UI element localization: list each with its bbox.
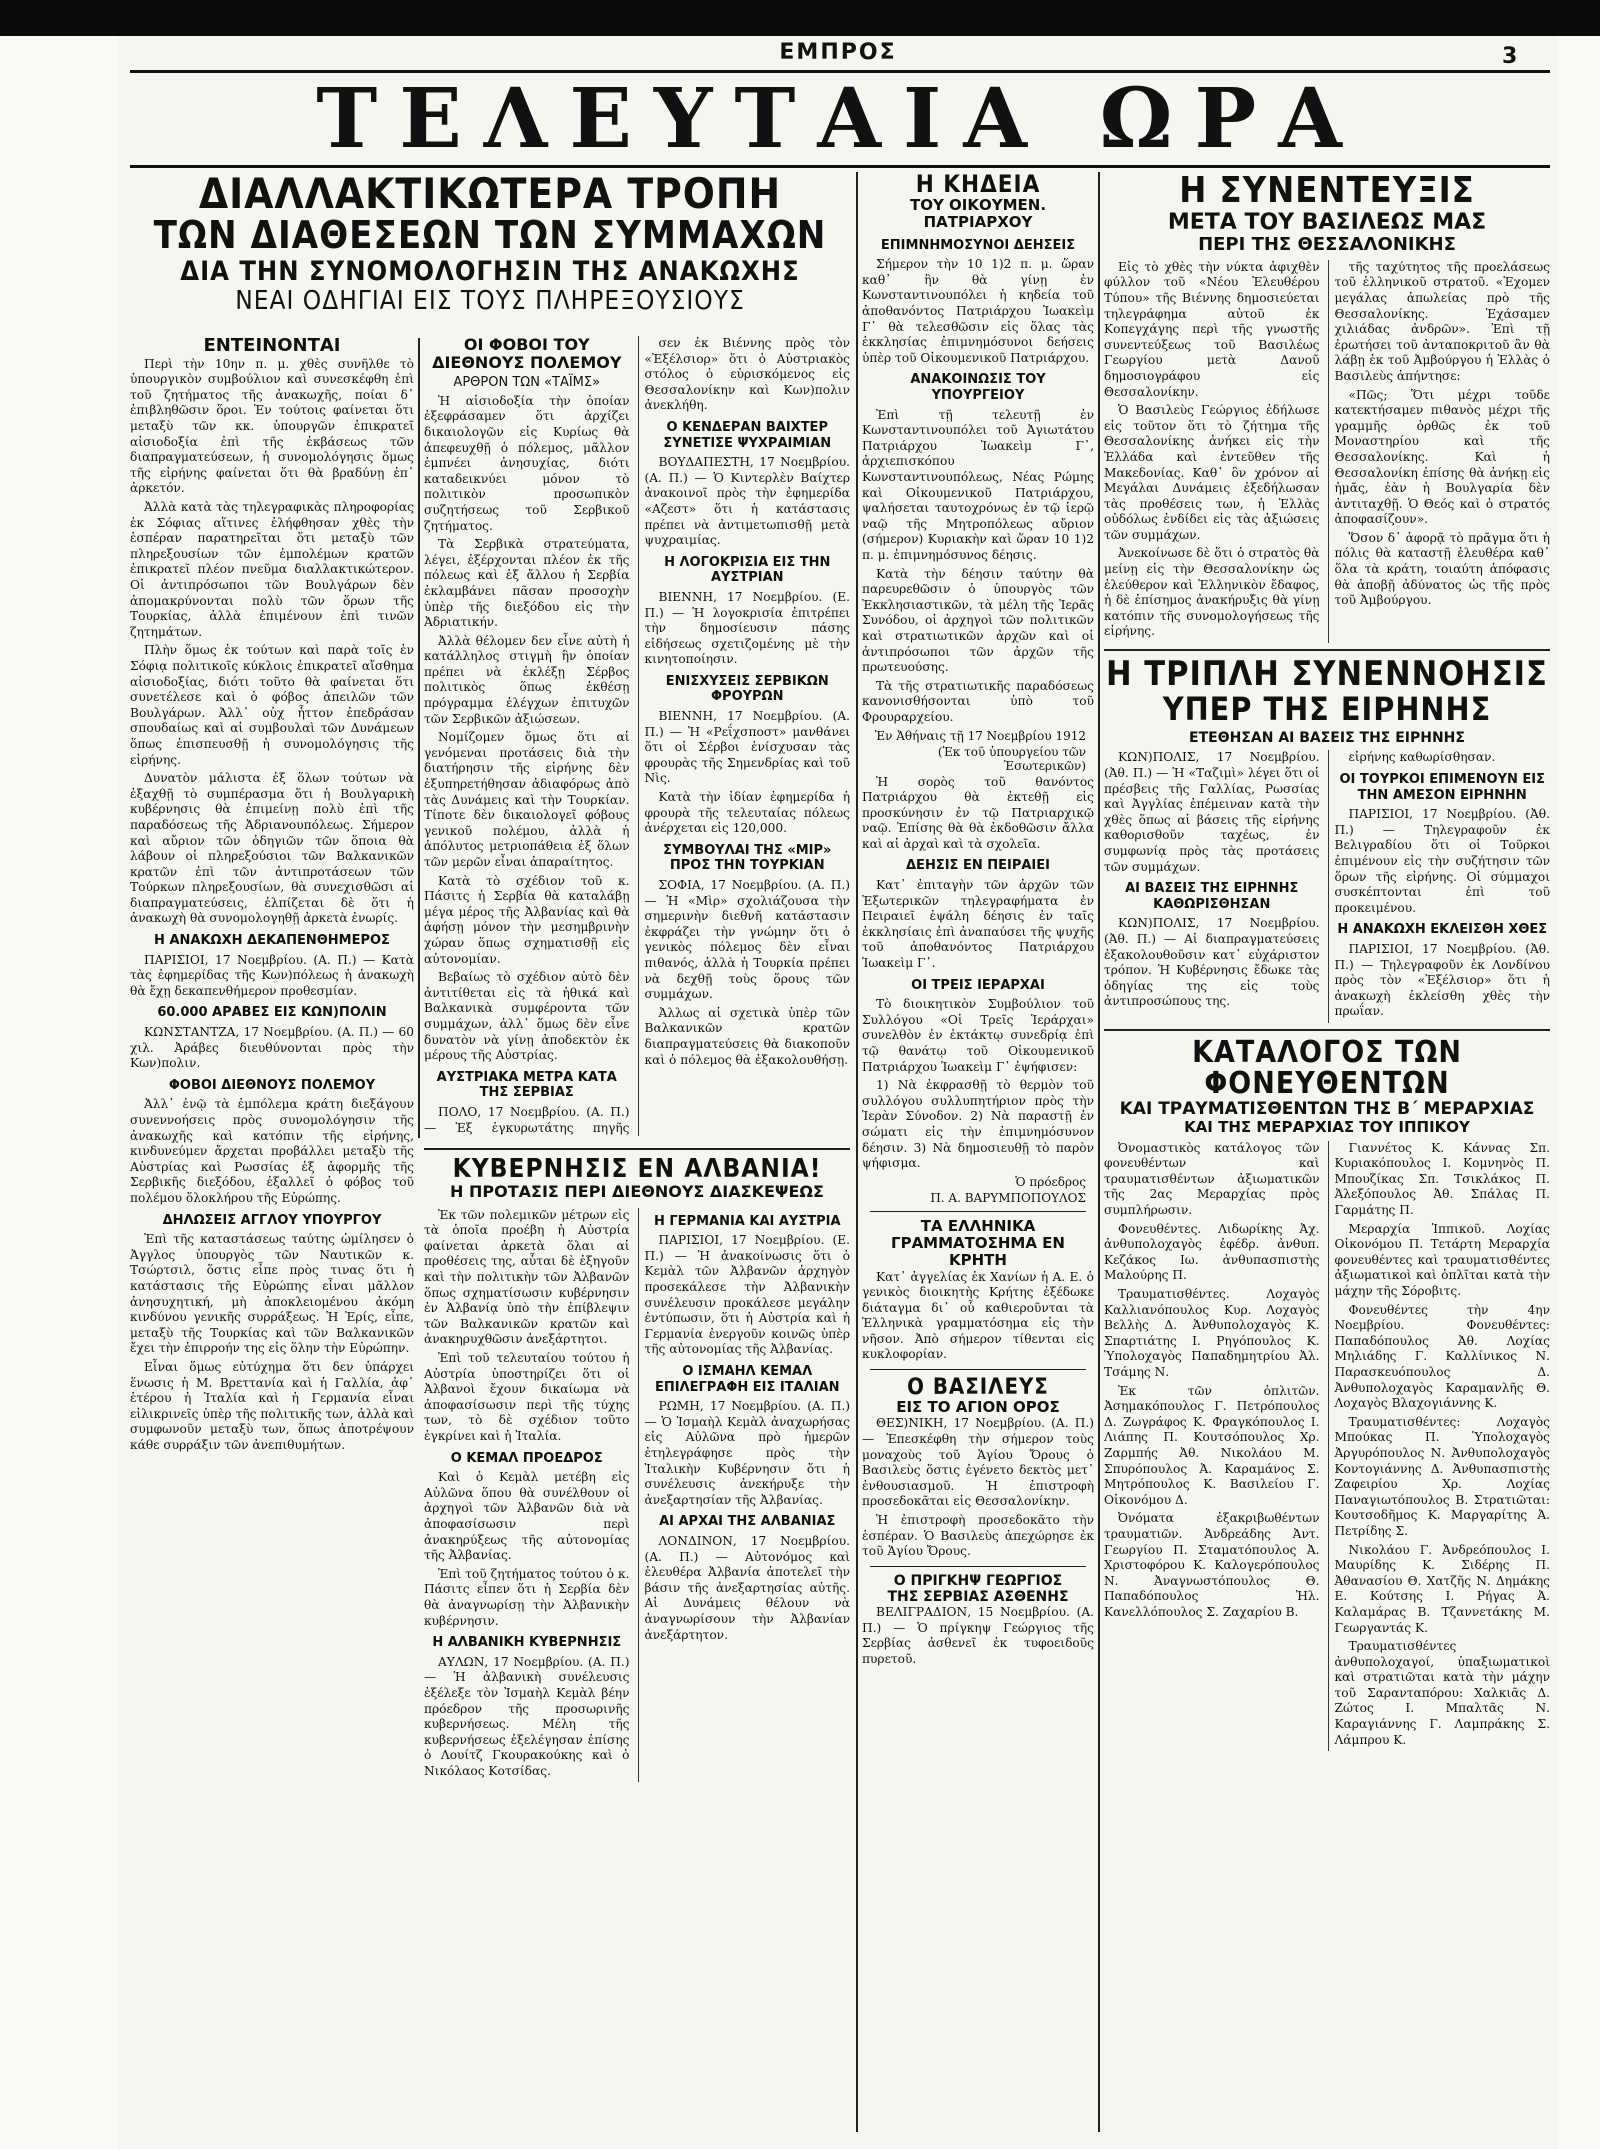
- column-rule: [418, 338, 420, 1138]
- paragraph: Νομίζομεν ὅμως ὅτι αἱ γενόμεναι προτάσεις διὰ τὴν διατήρησιν τῆς εἰρήνης δὲν ἐξυπηρετήθησαν ἀδιαφόρως ἀπὸ τὰς Δυνάμεις καὶ τὴν Τουρκίαν. Τίποτε δὲν δικαιολογεῖ φόβους γενικοῦ πολέμου, ἀλλὰ ἡ ἀπόλυτος μετριοπάθεια ἐξ ὅλων τῶν μερῶν εἶναι ἀπαραίτητος.: [424, 730, 630, 869]
- paragraph: Τὰ Σερβικὰ στρατεύματα, λέγει, ἐξέρχονται πλέον ἐκ τῆς πόλεως καὶ ἐξ ἄλλου ἡ Σερβία ἐκλαμβάνει πᾶσαν προσοχὴν ὑπὲρ τῆς διεξόδου εἰς τὴν Ἀδριατικήν.: [424, 537, 630, 630]
- lead-headline-1: ΔΙΑΛΛΑΚΤΙΚΩΤΕΡΑ ΤΡΟΠΗ: [198, 172, 782, 218]
- paragraph: τῆς ταχύτητος τῆς προελάσεως τοῦ ἑλληνικοῦ στρατοῦ. «Ἐχομεν μεγάλας ἀπωλείας πρὸ τῆς Θεσσαλονίκης. Ἐχάσαμεν χιλιάδας ἀνδρῶν». Ἐπὶ τῇ ἐρωτήσει τοῦ ἀνταποκριτοῦ ἂν θὰ λάβῃ ἐκ τοῦ Ἀμβούργου ἡ Ἑλλὰς ὁ Βασιλεὺς ἀπήντησε:: [1334, 259, 1550, 383]
- subheading: Ο ΙΣΜΑΗΛ ΚΕΜΑΛ ΕΠΙΛΕΓΡΑΦΗ ΕΙΣ ΙΤΑΛΙΑΝ: [654, 1364, 840, 1395]
- casualty-list-headline: ΚΑΤΑΛΟΓΟΣ ΤΩΝ ΦΟΝΕΥΘΕΝΤΩΝ: [1192, 1034, 1462, 1102]
- funeral-subheadline: ΤΟΥ ΟΙΚΟΥΜΕΝ. ΠΑΤΡΙΑΡΧΟΥ: [909, 196, 1047, 232]
- paragraph: ΒΙΕΝΝΗ, 17 Νοεμβρίου. (Α. Π.) — Ἡ «Ρεΐχσποστ» μανθάνει ὅτι οἱ Σέρβοι ἐνίσχυσαν τὰς φρουρὰς τῆς Σημενδρίας καὶ τοῦ Νὶς.: [644, 709, 850, 786]
- subheading: Η ΓΕΡΜΑΝΙΑ ΚΑΙ ΑΥΣΤΡΙΑ: [653, 1213, 841, 1229]
- paragraph: Ἀλλως αἱ σχετικὰ ὑπὲρ τῶν Βαλκανικῶν κρατῶν διαπραγματεύσεις θὰ διακοποῦν καὶ ὁ πόλεμος θὰ ἐξακολουθήσῃ.: [644, 1005, 850, 1067]
- albania-right: [638, 1208, 851, 1783]
- albania-headline: ΚΥΒΕΡΝΗΣΙΣ ΕΝ ΑΛΒΑΝΙΑ!: [452, 1154, 822, 1184]
- subheading: ΑΙ ΑΡΧΑΙ ΤΗΣ ΑΛΒΑΝΙΑΣ: [659, 1514, 836, 1530]
- paragraph: Καὶ ὁ Κεμὰλ μετέβη εἰς Αὐλῶνα ὅπου θὰ συνέλθουν οἱ ἀρχηγοὶ τῶν Ἀλβανῶν διὰ νὰ ἀποφασίσωσιν περὶ ἀνακηρύξεως τῆς αὐτονομίας τῆς Ἀλβανίας.: [424, 1470, 630, 1563]
- subheading: ΔΗΛΩΣΕΙΣ ΑΓΓΛΟΥ ΥΠΟΥΡΓΟΥ: [162, 1212, 382, 1228]
- paragraph: ΠΑΡΙΣΙΟΙ, 17 Νοεμβρίου. (Α. Π.) — Κατὰ τὰς ἐφημερίδας τῆς Κων)πόλεως ἡ ἀνακωχὴ θὰ ἔχῃ δεκαπενθήμερον προθεσμίαν.: [130, 952, 414, 998]
- paragraph: Δυνατὸν μάλιστα ἐξ ὅλων τούτων νὰ ἐξαχθῇ τὸ συμπέρασμα ὅτι ἡ Βουλγαρικὴ κυβέρνησις θὰ ἐπιμείνῃ πολὺ ἐπὶ τῆς παραδόσεως τῆς Ἀδριανουπόλεως. Σήμερον καὶ αὔριον τῶν ὁδηγιῶν τῶν ὅποια θὰ λάβουν οἱ πληρεξούσιοι τῶν Βαλκανικῶν κρατῶν ἐπὶ τῶν ἀντιπροτάσεων τῶν Τούρκων πληρεξουσίων, θὰ συνεχισθῶσι αἱ διαπραγματεύσεις, ἐλπίζεται δὲ ὅτι ἡ ἀνακωχὴ θὰ συνομολογηθῇ ἀρκετὰ ἐνωρίς.: [130, 771, 414, 926]
- paragraph: ΑΥΛΩΝ, 17 Νοεμβρίου. (Α. Π.) — Ἡ ἀλβανικὴ συνέλευσις ἐξέλεξε τὸν Ἰσμαὴλ Κεμὰλ βέην πρόεδρον τῆς προσωρινῆς κυβερνήσεως. Μέλη τῆς κυβερνήσεως ἐξελέγησαν ἐπίσης ὁ Λουίτζ Γκουρακούκης καὶ ὁ Νικόλαος Κοτσίδας.: [424, 1654, 630, 1778]
- paragraph: Ἡ αἰσιοδοξία τὴν ὁποίαν ἐξεφράσαμεν ὅτι ἀρχίζει δικαιολογῶν εἰς Κυρίως θὰ ἀπεφευχθῇ ὁ πόλεμος, μᾶλλον ἐμπνέει ἀνησυχίας, διότι καταδεικνύει μόνον τὸ πολιτικὸν προσωπικὸν συζητήσεως τοῦ Σερβικοῦ ζητήματος.: [424, 393, 630, 533]
- lead-headline-4: ΝΕΑΙ ΟΔΗΓΙΑΙ ΕΙΣ ΤΟΥΣ ΠΛΗΡΕΞΟΥΣΙΟΥΣ: [235, 286, 745, 317]
- subheading: ΦΟΒΟΙ ΔΙΕΘΝΟΥΣ ΠΟΛΕΜΟΥ: [168, 1077, 376, 1093]
- lead-headline-block: [130, 172, 850, 332]
- subheading: ΑΝΑΚΟΙΝΩΣΙΣ ΤΟΥ ΥΠΟΥΡΓΕΙΟΥ: [910, 372, 1046, 404]
- scan-right-margin: [1558, 36, 1600, 2149]
- column-1: [130, 336, 414, 2126]
- subheading: ΕΝΙΣΧΥΣΕΙΣ ΣΕΡΒΙΚΩΝ ΦΡΟΥΡΩΝ: [665, 673, 829, 705]
- subheading: Ο ΚΕΜΑΛ ΠΡΟΕΔΡΟΣ: [450, 1450, 603, 1466]
- subheading: 60.000 ΑΡΑΒΕΣ ΕΙΣ ΚΩΝ)ΠΟΛΙΝ: [157, 1005, 387, 1021]
- interview-subheadline: ΜΕΤΑ ΤΟΥ ΒΑΣΙΛΕΩΣ ΜΑΣ: [1167, 209, 1487, 235]
- paragraph: ΚΩΝ)ΠΟΛΙΣ, 17 Νοεμβρίου. (Ἀθ. Π.) — Αἱ διαπραγματεύσεις ἐξακολουθοῦσιν κατ᾽ εὐχάριστον τρόπον. Ἡ Κυβέρνησις ἔδωκε τὰς ὁδηγίας της εἰς τοὺς ἀντιπροσώπους της.: [1104, 916, 1320, 1009]
- paragraph: Τὰ τῆς στρατιωτικῆς παραδόσεως κανονισθήσονται ὑπὸ τοῦ Φρουραρχείου.: [862, 678, 1094, 724]
- paragraph: Ἡ σορὸς τοῦ θανόντος Πατριάρχου θὰ ἐκτεθῇ εἰς προσκύνησιν ἐν τῷ Πατριαρχικῷ ναῷ. Ἐπίσης θὰ θὰ ἐκδοθῶσιν ἄλλα καὶ αἱ ἀρχαὶ καὶ τὰ σχολεῖα.: [862, 774, 1094, 851]
- section-divider: [1104, 649, 1550, 651]
- peace-left: [1104, 750, 1320, 1023]
- subheading: ΟΙ ΤΡΕΙΣ ΙΕΡΑΡΧΑΙ: [911, 977, 1045, 993]
- paragraph: ΠΑΡΙΣΙΟΙ, 17 Νοεμβρίου. (Ἀθ. Π.) — Τηλεγραφοῦν ἐκ Βελιγραδίου ὅτι οἱ Τοῦρκοι ἐπιμένουν εἰς τὴν συζήτησιν τῶν ὅρων τῆς εἰρήνης. Οἱ σύμμαχοι συσκέπτονται ἐπὶ τοῦ προκειμένου.: [1334, 807, 1550, 915]
- paragraph: ΠΑΡΙΣΙΟΙ, 17 Νοεμβρίου. (Ε. Π.) — Ἡ ἀνακοίνωσις ὅτι ὁ Κεμὰλ τῶν Ἀλβανῶν ἀρχηγὸν προσεκάλεσε τὴν Ἀλβανικὴν συνέλευσιν προκάλεσε μεγάλην ἐντύπωσιν, ὅτι ἡ Αὐστρία καὶ ἡ Γερμανία ἐνεργοῦν κοινῶς ὑπὲρ τῆς αὐτονομίας τῆς Ἀλβανίας.: [644, 1233, 850, 1357]
- crete-headline: ΤΑ ΕΛΛΗΝΙΚΑ ΓΡΑΜΜΑΤΟΣΗΜΑ ΕΝ ΚΡΗΤΗ: [891, 1216, 1065, 1270]
- paragraph: ΒΙΕΝΝΗ, 17 Νοεμβρίου. (Ε. Π.) — Ἡ λογοκρισία ἐπιτρέπει τὴν δημοσίευσιν πάσης εἰδήσεως σχετιζομένης μὲ τὴν κινητοποίησιν.: [644, 589, 850, 667]
- paragraph: Τραυματισθέντες ἀνθυπολοχαγοί, ὑπαξιωματικοὶ καὶ στρατιῶται κατὰ τὴν μάχην τοῦ Σαρανταπόρου: Χαλκιᾶς Δ. Ζώτος Ι. Μπαλτᾶς Ν. Καραγιάννης Γ. Λαμπράκης Σ. Λάμπρου Κ.: [1334, 1639, 1550, 1747]
- paragraph: εἰρήνης καθωρίσθησαν.: [1348, 750, 1496, 765]
- paragraph: Κατὰ τὸ σχέδιον τοῦ κ. Πάσιτς ἡ Σερβία θὰ καταλάβῃ μέγα μέρος τῆς Ἀλβανίας καὶ θὰ ἀφήσῃ μόνον τὴν μεσημβρινὴν χώραν ὅπως σχηματισθῇ εἰς αὐτονομίαν.: [424, 873, 630, 966]
- paragraph: Ἐπὶ τῇ τελευτῇ ἐν Κωνσταντινουπόλει τοῦ Ἀγιωτάτου Πατριάρχου Ἰωακεὶμ Γ᾽, ἀρχιεπισκόπου Κωνσταντινουπόλεως, Νέας Ρώμης καὶ Οἰκουμενικοῦ Πατριάρχου, ψαλήσεται ταυτοχρόνως ἐν τῷ ἱερῷ ναῷ τῆς Μητροπόλεως αὔριον (σήμερον) Κυριακὴν καὶ ὥραν 10 1)2 π. μ. ἐπιμνημόσυνος δέησις.: [862, 407, 1094, 562]
- paragraph: Τραυματισθέντες. Λοχαγὸς Καλλιανόπουλος Κυρ. Λοχαγὸς Βελλὴς Δ. Ἀνθυπολοχαγὸς Κ. Σπαρτιάτης Ι. Ρηγόπουλος Κ. Ὑπολοχαγὸς Παπαδημητρίου Ἀλ. Τσάμης Ν.: [1104, 1287, 1320, 1380]
- paragraph: Ἐπὶ τῆς καταστάσεως ταύτης ὡμίλησεν ὁ Ἀγγλος ὑπουργὸς τῶν Ναυτικῶν κ. Τσώρτσιλ, ὅστις εἶπε πρὸς τινας ὅτι ἡ κατάστασις τῆς Εὐρώπης εἶναι μᾶλλον ἀνησυχητική, μὴ ἀποκλειομένου ἀκόμη κινδύνου γενικῆς συρράξεως. Ἡ Ἐρίς, εἶπε, μεταξὺ τῆς Τουρκίας καὶ τῶν Βαλκανικῶν ἔχει τὴν ἐπιρροήν της εἰς ὅλην τὴν Εὐρώπην.: [130, 1232, 414, 1356]
- paragraph: Ὀνόματα ἐξακριβωθέντων τραυματιῶν. Ἀνδρεάδης Ἀντ. Γεωργίου Π. Σταματόπουλος Ἀ. Χριστοφόρου Κ. Καλογερόπουλος Ν. Ἀναγνωστόπουλος Θ. Παπαδόπουλος Ἠλ. Κανελλόπουλος Σ. Ζαχαρίου Β.: [1104, 1511, 1320, 1619]
- paragraph: Φονευθέντες τὴν 4ην Νοεμβρίου. Φονευθέντες: Παπαδόπουλος Ἀθ. Λοχίας Μηλιάδης Γ. Καλλίνικος Ν. Παρασκευόπουλος Δ. Ἀνθυπολοχαγὸς Καραμανλῆς Θ. Λοχαγὸς Βλαχογιάννης Κ.: [1334, 1302, 1550, 1411]
- paragraph: Περὶ τὴν 10ην π. μ. χθὲς συνῆλθε τὸ ὑπουργικὸν συμβούλιον καὶ συνεσκέφθη ἐπὶ τοῦ ζητήματος τῆς ἀνακωχῆς, ποίαι δ᾽ ἐπιβληθῶσιν ὅροι. Ἐν τούτοις φαίνεται ὅτι μεταξὺ τῶν κκ. ὑπουργῶν ἐπικρατεῖ αἰσιοδοξία ἐπὶ τῆς ἐκβάσεως τῶν διαπραγματεύσεων, ἡ συνομολόγησις ὅμως τῆς εἰρήνης φαίνεται ὅτι θὰ βραδύνῃ ἐπ᾽ ἀρκετόν.: [130, 356, 414, 496]
- subheading: ΑΙ ΒΑΣΕΙΣ ΤΗΣ ΕΙΡΗΝΗΣ ΚΑΘΩΡΙΣΘΗΣΑΝ: [1125, 881, 1299, 912]
- paragraph: Τραυματισθέντες: Λοχαγὸς Μπούκας Π. Ὑπολοχαγὸς Ἀργυρόπουλος Ν. Ἀνθυπολοχαγὸς Κοντογιάννης Δ. Ἀνθυπασπιστὴς Ζαφειρίου Χρ. Λοχίας Παναγιωτόπουλος Β. Στρατιῶται: Κουτσοδῆμος Κ. Μαργαρίτης Ἀ. Πετρίδης Σ.: [1334, 1414, 1550, 1538]
- prince-headline: Ο ΠΡΙΓΚΗΨ ΓΕΩΡΓΙΟΣ: [893, 1572, 1063, 1589]
- paragraph: Εἰς τὸ χθὲς τὴν νύκτα ἀφιχθὲν φύλλον τοῦ «Νέου Ἐλευθέρου Τύπου» τῆς Βιέννης δημοσιεύεται τηλεγράφημα αὐτοῦ ἐκ Κοπεγχάγης περὶ τῆς γνωστῆς συνεντεύξεως τοῦ Βασιλέως Γεωργίου μετὰ Δανοῦ δημοσιογράφου εἰς Θεσσαλονίκην.: [1104, 259, 1320, 399]
- paragraph: Βεβαίως τὸ σχέδιον αὐτὸ δὲν ἀντιτίθεται εἰς τὰ ἡθικά καὶ Βαλκανικὰ συμφέροντα τῶν συμμάχων, ἀλλ᾽ ὅμως δὲν εἶνε δυνατὸν νὰ γίνῃ ἀποδεκτὸν ἐκ μέρους τῆς Αὐστρίας.: [424, 970, 630, 1063]
- paragraph: Κατὰ τὴν ἰδίαν ἐφημερίδα ἡ φρουρὰ τῆς τελευταίας πόλεως ἀνέρχεται εἰς 120,000.: [644, 790, 850, 836]
- subheading: ΑΥΣΤΡΙΑΚΑ ΜΕΤΡΑ ΚΑΤΑ ΤΗΣ ΣΕΡΒΙΑΣ: [436, 1069, 617, 1101]
- column-rule: [856, 172, 858, 2132]
- triple-entente-subheadline: ΥΠΕΡ ΤΗΣ ΕΙΡΗΝΗΣ: [1162, 689, 1492, 728]
- paragraph: ΠΑΡΙΣΙΟΙ, 17 Νοεμβρίου. (Ἀθ. Π.) — Τηλεγραφοῦν ἐκ Λονδίνου πρὸς τὸν «Ἐξέλσιορ» ὅτι ἡ ἀνακωχὴ ἐκλείσθη χθὲς τὴν πρωΐαν.: [1334, 941, 1550, 1019]
- prince-subheadline: ΤΗΣ ΣΕΡΒΙΑΣ ΑΣΘΕΝΗΣ: [887, 1588, 1069, 1605]
- interview-right: [1328, 260, 1551, 643]
- subheading: Η ΑΛΒΑΝΙΚΗ ΚΥΒΕΡΝΗΣΙΣ: [432, 1635, 622, 1651]
- casualty-left: [1104, 1141, 1320, 1752]
- albania-left: [424, 1208, 630, 1783]
- paragraph: Ἐπὶ τοῦ ζητήματος τούτου ὁ κ. Πάσιτς εἶπεν ὅτι ἡ Σερβία δὲν θὰ ἀναγνωρίσῃ τὴν Ἀλβανικὴν κυβέρνησιν.: [424, 1566, 630, 1628]
- paragraph: ΠΟΛΟ, 17 Νοεμβρίου. (Α. Π.) — Ἐξ ἐγκυρωτάτης πηγῆς: [424, 1104, 630, 1135]
- paragraph: 1) Νὰ ἐκφρασθῇ τὸ θερμὸν τοῦ συλλόγου συλλυπητήριον πρὸς τὴν Ἱερὰν Σύνοδον. 2) Νὰ παραστῇ ἐν σώματι εἰς τὴν ἐπιμνημόσυνον δέησιν. 3) Νὰ δημοσιευθῇ τὸ παρὸν ψήφισμα.: [862, 1078, 1094, 1171]
- subheading: Η ΛΟΓΟΚΡΙΣΙΑ ΕΙΣ ΤΗΝ ΑΥΣΤΡΙΑΝ: [664, 554, 831, 586]
- paragraph: Φονευθέντες. Λιδωρίκης Ἀχ. ἀνθυπολοχαγὸς ἐφέδρ. ἀνθυπ. Κεζάκος Ιω. ἀνθυπασπιστὴς Μαλούρης Π.: [1104, 1221, 1320, 1283]
- signature-line: Ὁ πρόεδρος: [1015, 1174, 1086, 1189]
- col2-heading: ΟΙ ΦΟΒΟΙ ΤΟΥ ΔΙΕΘΝΟΥΣ ΠΟΛΕΜΟΥ: [432, 336, 622, 373]
- column-2a: [424, 336, 630, 1136]
- section-divider: [1104, 1029, 1550, 1031]
- divider: [870, 1369, 1086, 1370]
- paragraph: Γιαννέτος Κ. Κάννας Σπ. Κυριακόπουλος Ι. Κομνηνὸς Π. Μπουζίκας Σπ. Τσικλάκος Π. Ἀλεξόπουλος Ἀθ. Σπάλας Π. Γαρμάτης Π.: [1334, 1140, 1550, 1218]
- triple-entente-kicker: ΕΤΕΘΗΣΑΝ ΑΙ ΒΑΣΕΙΣ ΤΗΣ ΕΙΡΗΝΗΣ: [1189, 730, 1465, 747]
- divider: [870, 1211, 1086, 1212]
- casualty-list-subheadline: ΚΑΙ ΤΡΑΥΜΑΤΙΣΘΕΝΤΩΝ ΤΗΣ Β΄ ΜΕΡΑΡΧΙΑΣ: [1119, 1098, 1535, 1119]
- interview-headline: Η ΣΥΝΕΝΤΕΥΞΙΣ: [1179, 172, 1475, 211]
- interview-left: [1104, 260, 1320, 643]
- paragraph: Νικολάου Γ. Ἀνδρεόπουλος Ι. Μαυρίδης Κ. Σιδέρης Π. Ἀθανασίου Θ. Χατζῆς Ν. Δημάκης Ε. Κούτσης Ι. Ρήγας Ἀ. Καλαμάρας Β. Τζαννετάκης Μ. Γεωργαντάς Κ.: [1334, 1542, 1550, 1635]
- subheading: Η ΑΝΑΚΩΧΗ ΕΚΛΕΙΣΘΗ ΧΘΕΣ: [1337, 922, 1548, 938]
- subheading: ΕΠΙΜΝΗΜΟΣΥΝΟΙ ΔΕΗΣΕΙΣ: [880, 237, 1076, 253]
- paragraph: Ἀνεκοίνωσε δὲ ὅτι ὁ στρατὸς θὰ μείνῃ εἰς τὴν Θεσσαλονίκην ὡς ἐλεύθερον καὶ Ἑλληνικὸν ἔδαφος, ἡ δὲ ἐπίσημος ἀνακήρυξις θὰ γίνῃ κατόπιν τῆς συνομολογήσεως τῆς εἰρήνης.: [1104, 546, 1320, 639]
- albania-subheadline: Η ΠΡΟΤΑΣΙΣ ΠΕΡΙ ΔΙΕΘΝΟΥΣ ΔΙΑΣΚΕΨΕΩΣ: [450, 1182, 824, 1202]
- section-divider: [424, 1148, 850, 1150]
- subheading: Η ΑΝΑΚΩΧΗ ΔΕΚΑΠΕΝΘΗΜΕΡΟΣ: [154, 933, 390, 949]
- paragraph: Πλὴν ὅμως ἐκ τούτων καὶ παρὰ τοῖς ἐν Σόφιᾳ πολιτικοῖς κύκλοις ἐπικρατεῖ αἴσθημα αἰσιοδοξίας, διότι τοῦτο θὰ φαίνεται ὅτι συνετέλεσε καὶ ὁ φόβος ἀπειλῶν τῶν Βουλγάρων. Ἀλλ᾽ οὐχ ἧττον ἐπεδράσαν σπουδαίως καὶ αἱ συμβουλαὶ τῶν Δυνάμεων ὅπως ἐπισπευσθῇ ἡ συνομολόγησις τῆς εἰρήνης.: [130, 643, 414, 767]
- lead-headline-3: ΔΙΑ ΤΗΝ ΣΥΝΟΜΟΛΟΓΗΣΙΝ ΤΗΣ ΑΝΑΚΩΧΗΣ: [180, 255, 800, 287]
- paragraph: ΚΩΝ)ΠΟΛΙΣ, 17 Νοεμβρίου. (Ἀθ. Π.) — Ἡ «Ταζιμὶ» λέγει ὅτι οἱ πρέσβεις τῆς Γαλλίας, Ρωσσίας καὶ Ἀγγλίας ἐπέμειναν κατὰ τὴν χθὲς ὅπως αἱ βάσεις τῆς εἰρήνης καθορισθοῦν ταχέως, ἐν συμφωνίᾳ πρὸς τὰς προτάσεις τῶν συμμάχων.: [1104, 750, 1320, 874]
- paragraph: ΛΟΝΔΙΝΟΝ, 17 Νοεμβρίου. (Α. Π.) — Αὐτονόμος καὶ ἐλευθέρα Ἀλβανία ἀποτελεῖ τὴν βάσιν τῆς ἀνεξαρτησίας αὐτῆς. Αἱ Δυνάμεις θέλουν νὰ ἀναγνωρίσουν τὴν Ἀλβανίαν ἀνεξάρτητον.: [644, 1533, 850, 1642]
- scan-left-margin: [0, 36, 118, 2149]
- paragraph: ΒΟΥΔΑΠΕΣΤΗ, 17 Νοεμβρίου. (Α. Π.) — Ὁ Κιντερλὲν Βαίχτερ ἀνακοινοῖ πρὸς τὴν ἐφημερίδα «Αζεστ» ὅτι ἡ κατάστασις πρέπει νὰ ἀντιμετωπισθῇ μετὰ ψυχραιμίας.: [644, 455, 850, 548]
- subheading: ΣΥΜΒΟΥΛΑΙ ΤΗΣ «ΜΙΡ» ΠΡΟΣ ΤΗΝ ΤΟΥΡΚΙΑΝ: [663, 842, 832, 874]
- subheading: Ο ΚΕΝΔΕΡΑΝ ΒΑΙΧΤΕΡ ΣΥΝΕΤΙΣΕ ΨΥΧΡΑΙΜΙΑΝ: [663, 419, 832, 451]
- paragraph: Ἐκ τῶν ὁπλιτῶν. Ἀσημακόπουλος Γ. Πετρόπουλος Δ. Ζωγράφος Κ. Φραγκόπουλος Ι. Λιάπης Π. Κουτσόπουλος Χρ. Ζαρμπής Ἀθ. Νικολάου Μ. Σπυρόπουλος Ἀ. Καραμάνος Σ. Μητρόπουλος Κ. Βασιλείου Γ. Οἰκονόμου Δ.: [1104, 1383, 1320, 1507]
- paragraph: Τὸ διοικητικὸν Συμβούλιον τοῦ Συλλόγου «Οἱ Τρεῖς Ἱεράρχαι» συνελθὸν ἐν ἐκτάκτῳ συνεδρίᾳ ἐπὶ τῷ θανάτῳ τοῦ Οἰκουμενικοῦ Πατριάρχου Ἰωακεὶμ Γ᾽ ἐψήφισεν:: [862, 997, 1094, 1074]
- paragraph: Ἐπὶ τοῦ τελευταίου τούτου ἡ Αὐστρία ὑποστηρίζει ὅτι οἱ Ἀλβανοὶ ἔχουν δικαίωμα νὰ ἀποφασίσωσιν περὶ τῆς τύχης των, τὸ δὲ σχέδιον τοῦτο ἐγκρίνει καὶ ἡ Ἰταλία.: [424, 1351, 630, 1443]
- paragraph: Κατ᾽ ἀγγελίας ἐκ Χανίων ἡ Α. Ε. ὁ γενικὸς διοικητὴς Κρήτης ἐξέδωκε διάταγμα δι᾽ οὗ καθιεροῦνται τὰ Ἑλληνικὰ γραμματόσημα εἰς τὴν νῆσον. Ἀπὸ σήμερον τίθενται εἰς κυκλοφορίαν.: [862, 1269, 1094, 1362]
- paragraph: Σήμερον τὴν 10 1)2 π. μ. ὥραν καθ᾽ ἣν θὰ γίνῃ ἐν Κωνσταντινουπόλει ἡ κηδεία τοῦ ἀποθανόντος Πατριάρχου Ἰωακεὶμ Γ᾽ θὰ τελεσθῶσιν εἰς ὅλας τὰς ἐκκλησίας ἐπιμνημόσυνοι δεήσεις ὑπὲρ τοῦ Οἰκουμενικοῦ Πατριάρχου.: [862, 257, 1094, 365]
- casualty-right: [1328, 1141, 1551, 1752]
- interview-topic: ΠΕΡΙ ΤΗΣ ΘΕΣΣΑΛΟΝΙΚΗΣ: [1198, 234, 1456, 256]
- paragraph: Ὅσον δ᾽ ἀφορᾷ τὸ πρᾶγμα ὅτι ἡ πόλις θὰ καταστῇ ἐλευθέρα καθ᾽ ὅλα τὰ κράτη, τοιαύτη ἀπόφασις θὰ ἀποβῇ ἀδύνατος ὡς τῆς πρὸς τοῦ Ἀμβούργου.: [1334, 530, 1550, 608]
- paragraph: Κατ᾽ ἐπιταγὴν τῶν ἀρχῶν τῶν Ἐξωτερικῶν τηλεγραφήματα ἐν Πειραιεῖ ἐψάλη δέησις ἐν ταῖς ἐκκλησίαις ἐπὶ ἀναπαύσει τῆς ψυχῆς τοῦ ἀποθανόντος Πατριάρχου Ἰωακεὶμ Γ᾽.: [862, 878, 1094, 971]
- paragraph: ΘΕΣ)ΝΙΚΗ, 17 Νοεμβρίου. (Α. Π.) — Ἐπεσκέφθη τὴν σήμερον τοὺς μοναχοὺς τοῦ Ἁγίου Ὄρους ὁ Βασιλεὺς ὅστις ἐγένετο δεκτὸς μετ᾽ ἐνθουσιασμοῦ. Ἡ ἐπιστροφὴ προσεδοκᾶται εἰς Θεσσαλονίκην.: [862, 1416, 1094, 1509]
- peace-right: [1328, 750, 1551, 1023]
- paragraph: Κατὰ τὴν δέησιν ταύτην θὰ παρευρεθῶσιν ὁ ὑπουργὸς τῶν Ἐκκλησιαστικῶν, τὰ μέλη τῆς Ἱερᾶς Συνόδου, οἱ ἀρχηγοὶ τῶν πολιτικῶν καὶ στρατιωτικῶν ἀρχῶν καὶ οἱ ἀντιπρόσωποι τῶν ἀρχῶν τῆς πρωτευούσης.: [862, 566, 1094, 675]
- paragraph: Μεραρχία Ἱππικοῦ. Λοχίας Οἰκονόμου Π. Τετάρτη Μεραρχία φονευθέντες καὶ τραυματισθέντες ἀξιωματικοὶ καὶ ὁπλῖται κατὰ τὴν μάχην τῆς Σόροβιτς.: [1334, 1221, 1550, 1299]
- col1-heading: ΕΝΤΕΙΝΟΝΤΑΙ: [203, 336, 341, 356]
- column-4: [1104, 172, 1550, 2126]
- paragraph: Ἀλλ᾽ ἐνῷ τὰ ἐμπόλεμα κράτη διεξάγουν συνεννοήσεις πρὸς συνομολόγησιν τῆς ἀνακωχῆς καὶ κατόπιν τῆς εἰρήνης, κινδυνεύμεν ἄρχεται προβάλλει μεταξὺ τῆς Αὐστρίας καὶ Ρωσσίας ἐξ ἀφορμῆς τῆς Σερβικῆς διεξόδου, ἐξαλλεῖ ὁ φόβος τοῦ πολέμου ὅλοκλήρου τῆς Εὐρώπης.: [130, 1097, 414, 1205]
- col2-subheading: ΑΡΘΡΟΝ ΤΩΝ «ΤΑΪΜΣ»: [453, 374, 601, 390]
- subheading: ΟΙ ΤΟΥΡΚΟΙ ΕΠΙΜΕΝΟΥΝ ΕΙΣ ΤΗΝ ΑΜΕΣΟΝ ΕΙΡΗΝΗΝ: [1339, 772, 1546, 803]
- paragraph: Ὁ Βασιλεὺς Γεώργιος ἐδήλωσε εἰς τοῦτον ὅτι τὸ ζήτημα τῆς Θεσσαλονίκης ἀνήκει εἰς τὴν Ἑλλάδα καὶ ἐντεῦθεν τῆς Μακεδονίας. Καθ᾽ ὃν χρόνον αἱ Μεγάλαι Δυνάμεις ἐξεδήλωσαν τὰς προθέσεις των, ἡ Ἑλλὰς οὐδόλως ἐνδίδει εἰς τὰς ἀξιώσεις τῶν συμμάχων.: [1104, 403, 1320, 542]
- albania-story: [424, 1142, 850, 2126]
- paragraph: ΒΕΛΙΓΡΑΔΙΟΝ, 15 Νοεμβρίου. (Α. Π.) — Ὁ πρίγκηψ Γεώργιος τῆς Σερβίας ἀσθενεῖ ἐκ τυφοειδοῦς πυρετοῦ.: [862, 1604, 1094, 1666]
- signature-line: Ἐν Ἀθήναις τῇ 17 Νοεμβρίου 1912: [874, 728, 1086, 743]
- paragraph: σεν ἐκ Βιέννης πρὸς τὸν «Ἐξέλσιορ» ὅτι ὁ Αὐστριακὸς στόλος ὁ εὑρισκόμενος εἰς Θεσσαλονίκην καὶ Κων)πολιν ἀνεκλήθη.: [644, 336, 850, 413]
- paragraph: Ἡ ἐπιστροφὴ προσεδοκᾶτο τὴν ἑσπέραν. Ὁ Βασιλεὺς ἀπεχώρησε ἐκ τοῦ Ἁγίου Ὄρους.: [862, 1512, 1094, 1559]
- triple-entente-headline: Η ΤΡΙΠΛΗ ΣΥΝΕΝΝΟΗΣΙΣ: [1106, 654, 1548, 695]
- king-headline: Ο ΒΑΣΙΛΕΥΣ: [907, 1375, 1049, 1401]
- paragraph: Ἀλλὰ θέλομεν δεν εἶνε αὐτὴ ἡ κατάλληλος στιγμὴ ἣν ὁποίαν πρέπει νὰ ἐκλέξῃ Σέρβος πολιτικὸς ὅπως ἐκθέσῃ πρόγραμμα ἐλέγχων ἐπιτυχῶν τῶν Σερβικῶν ἀξιώσεων.: [424, 633, 630, 726]
- subheading: ΔΕΗΣΙΣ ΕΝ ΠΕΙΡΑΙΕΙ: [906, 858, 1050, 874]
- signature-name: Π. Α. ΒΑΡΥΜΠΟΠΟΥΛΟΣ: [930, 1190, 1086, 1205]
- king-subheadline: ΕΙΣ ΤΟ ΑΓΙΟΝ ΟΡΟΣ: [896, 1398, 1060, 1417]
- paragraph: Ὀνομαστικὸς κατάλογος τῶν φονευθέντων καὶ τραυματισθέντων ἀξιωματικῶν τῆς 2ας Μεραρχίας πρὸς συμπλήρωσιν.: [1104, 1140, 1320, 1218]
- paragraph: ΚΩΝΣΤΑΝΤΖΑ, 17 Νοεμβρίου. (Α. Π.) — 60 χιλ. Ἀράβες διευθύνονται πρὸς τὴν Κων)πολιν.: [130, 1025, 414, 1071]
- divider: [870, 1566, 1086, 1567]
- column-2: [424, 336, 850, 1136]
- scan-top-border: [0, 0, 1600, 36]
- paragraph: ΣΟΦΙΑ, 17 Νοεμβρίου. (Α. Π.) — Ἡ «Μὶρ» σχολιάζουσα τὴν σημερινὴν διεθνῆ κατάστασιν ἐκφράζει τὴν γνώμην ὅτι ὁ γενικὸς πόλεμος δὲν εἶναι πιθανός, ἀλλὰ ἡ Τουρκία πρέπει νὰ δεχθῇ τοὺς ὅρους τῶν συμμάχων.: [644, 878, 850, 1002]
- paragraph: Ἐκ τῶν πολεμικῶν μέτρων εἰς τὰ ὁποῖα προέβη ἡ Αὐστρία φαίνεται ἀρκετὰ ὅλαι αἱ προθέσεις της, αὗται δὲ ἐξηγοῦν καὶ τὴν πολιτικὴν τῶν Ἀλβανῶν ὅπως σχηματίσωσιν κυβέρνησιν ἐν Ἀλβανίᾳ ὑπὸ τὴν ἐπίβλεψιν τῶν Βαλκανικῶν κρατῶν καὶ ἀνακηρυχθῶσιν ἀνεξάρτητοι.: [424, 1207, 630, 1347]
- casualty-list-kicker: ΚΑΙ ΤΗΣ ΜΕΡΑΡΧΙΑΣ ΤΟΥ ΙΠΠΙΚΟΥ: [1184, 1118, 1470, 1137]
- paragraph: Ἀλλὰ κατὰ τὰς τηλεγραφικὰς πληροφορίας ἐκ Σόφιας αἵτινες ἐλήφθησαν χθὲς τὴν ἑσπέραν παρατηρεῖται ὅτι μεταξὺ τῶν πληρεξουσίων τῶν ἐμπολέμων κρατῶν ἐπικρατεῖ πλέον πνεῦμα διαλλακτικώτερον. Οἱ ἀντιπρόσωποι τῶν Βουλγάρων δὲν ἀπομακρύνονται πολὺ τῶν ὅρων τῆς Τουρκίας, ἀλλὰ ἐπιμένουν ἐπὶ τινῶν ζητημάτων.: [130, 500, 414, 639]
- paragraph: «Πῶς; Ὅτι μέχρι τοῦδε κατεκτήσαμεν πιθανὸς μέχρι τῆς γραμμῆς ὀρθῶς ἐκ τοῦ Μοναστηρίου καὶ τῆς Θεσσαλονίκης. Καὶ ἡ Θεσσαλονίκη ἐπίσης θὰ ἀνήκῃ εἰς ἡμᾶς, ἐὰν ἡ Βουλγαρία δὲν ἀντιταχθῇ. Ὁ Θεός καὶ ὁ στρατός ἀποφασίζουν».: [1334, 387, 1550, 527]
- column-rule: [1098, 172, 1100, 2132]
- lead-headline-2: ΤΩΝ ΔΙΑΘΕΣΕΩΝ ΤΩΝ ΣΥΜΜΑΧΩΝ: [153, 213, 827, 258]
- paragraph: ΡΩΜΗ, 17 Νοεμβρίου. (Α. Π.) — Ὁ Ἰσμαὴλ Κεμὰλ ἀναχωρήσας εἰς Αὐλῶνα πρὸ ἡμερῶν ἐτηλεγράφησε πρὸς τὴν Ἰταλικὴν Κυβέρνησιν ὅτι ἡ συνέλευσις ἀνεκήρυξε τὴν ἀνεξαρτησίαν τῆς Ἀλβανίας.: [644, 1399, 850, 1507]
- column-2b: [638, 336, 851, 1136]
- signature-line: (Ἐκ τοῦ ὑπουργείου τῶν Ἐσωτερικῶν): [937, 744, 1086, 773]
- funeral-headline: Η ΚΗΔΕΙΑ: [915, 172, 1041, 198]
- newspaper-name: ΕΜΠΡΟΣ: [779, 40, 897, 65]
- paragraph: Εἶναι ὅμως εὐτύχημα ὅτι δεν ὑπάρχει ἕνωσις ἡ Μ. Βρεττανία καὶ ἡ Γαλλία, ἀφ᾽ ἑτέρου ἡ Ἰταλία καὶ ἡ Γερμανία εἶναι εἰλικρινεῖς ὑπὲρ τῆς πολιτικῆς των, ἀλλὰ καὶ συμφωνοῦν μεταξὺ των, ὅπως ἀποτρέψουν κάθε συρράξιν τῶν ἀνεπιθυμήτων.: [130, 1359, 414, 1452]
- column-3: [862, 172, 1094, 2126]
- section-title: ΤΕΛΕΥΤΑΙΑ ΩΡΑ: [130, 70, 1550, 168]
- page-number: 3: [1502, 44, 1518, 69]
